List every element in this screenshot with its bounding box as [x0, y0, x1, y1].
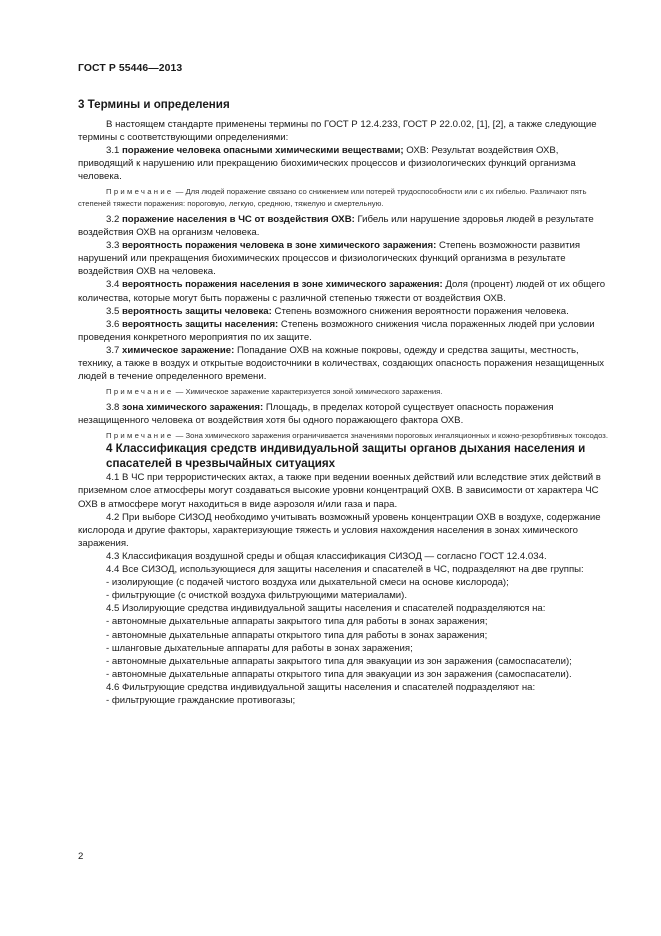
note-3 [78, 430, 614, 442]
term-definition: Степень возможного снижения числа пораженных людей при условии проведения конкретного мероприятия по их защите. [78, 318, 595, 343]
term-definition: Площадь, в пределах которой существует опасность поражения незащищенного человека от воздействия хотя бы одного поражающего фактора ОХВ. [78, 402, 554, 427]
term-number: 3.3 [106, 240, 120, 252]
note-text: — Для людей поражение связано со снижением или потерей трудоспособности или с их гибелью. Различают пять степеней тяжести поражения: пороговую, легкую, среднюю, тяжелую и смертельную. [78, 186, 587, 208]
section-3-title: 3 Термины и определения [78, 98, 230, 111]
note-label: Примечание [106, 387, 174, 397]
term-3-3 [78, 239, 614, 278]
term-3-7 [78, 344, 614, 383]
paragraph-4-1: 4.1 В ЧС при террористических актах, а также при ведении военных действий или вследствие этих действий в приземном слое атмосферы могут создаваться высокие уровни концентраций ОХВ. В зависимости от характера ЧС ОХВ в атмосфере могут находиться в виде аэрозоля и/или газа и пара. [78, 472, 601, 510]
term-3-4 [78, 278, 614, 304]
list-item: - шланговые дыхательные аппараты для работы в зонах заражения; [106, 642, 413, 654]
list-item: - автономные дыхательные аппараты закрытого типа для работы в зонах заражения; [106, 616, 488, 628]
page-number: 2 [78, 851, 84, 862]
list-item: - изолирующие (с подачей чистого воздуха или дыхательной смеси на основе кислорода); [106, 577, 509, 589]
section-3-intro: В настоящем стандарте применены термины по ГОСТ Р 12.4.233, ГОСТ Р 22.0.02, [1], [2], а также следующие термины с соответствующими определениями: [78, 118, 597, 143]
paragraph-4-4: 4.4 Все СИЗОД, использующиеся для защиты населения и спасателей в ЧС, подразделяют на две группы: [106, 564, 584, 576]
term-name: вероятность поражения человека в зоне химического заражения: [122, 240, 437, 252]
list-item: - фильтрующие (с очисткой воздуха фильтрующими материалами). [106, 590, 408, 602]
list-item: - фильтрующие гражданские противогазы; [106, 694, 296, 706]
paragraph-4-3: 4.3 Классификация воздушной среды и общая классификация СИЗОД — согласно ГОСТ 12.4.034. [106, 550, 547, 562]
term-3-5 [78, 305, 614, 318]
term-name: вероятность защиты человека: [122, 305, 272, 317]
note-text: — Химическое заражение характеризуется зоной химического заражения. [173, 387, 443, 397]
term-number: 3.5 [106, 305, 120, 317]
term-name: поражение населения в ЧС от воздействия ОХВ: [122, 213, 355, 225]
term-3-6 [78, 318, 614, 344]
list-item: - автономные дыхательные аппараты закрытого типа для эвакуации из зон заражения (самоспасатели); [106, 655, 572, 667]
term-definition: Степень возможного снижения вероятности поражения человека. [271, 305, 569, 317]
note-2 [78, 386, 614, 398]
term-number: 3.1 [106, 144, 120, 156]
note-1 [78, 186, 614, 210]
document-body [78, 98, 614, 707]
term-definition: Гибель или нарушение здоровья людей в результате воздействия ОХВ на организм человека. [78, 213, 594, 239]
paragraph-4-6: 4.6 Фильтрующие средства индивидуальной защиты населения и спасателей подразделяют на: [106, 681, 536, 693]
term-3-8 [78, 401, 614, 427]
term-definition: Степень возможности развития нарушений или прекращения биохимических процессов и физиологических функций организма в результате воздействия ОХВ на человека. [78, 240, 581, 278]
term-name: химическое заражение: [122, 344, 235, 356]
term-number: 3.4 [106, 279, 120, 291]
note-label: Примечание [106, 186, 174, 196]
term-name: зона химического заражения: [122, 402, 264, 414]
term-number: 3.6 [106, 318, 120, 330]
term-name: поражение человека опасными химическими веществами; [122, 144, 404, 156]
list-item: - автономные дыхательные аппараты открытого типа для работы в зонах заражения; [106, 629, 488, 641]
term-name: вероятность поражения населения в зоне химического заражения: [122, 279, 443, 291]
paragraph-4-5: 4.5 Изолирующие средства индивидуальной защиты населения и спасателей подразделяются на: [106, 603, 546, 615]
paragraph-4-2: 4.2 При выборе СИЗОД необходимо учитывать возможный уровень концентрации ОХВ в воздухе, содержание кислорода и другие факторы, характеризующие тяжесть и условия нахождения населения в зонах химического заражения. [78, 511, 601, 549]
section-4-title: 4 Классификация средств индивидуальной защиты органов дыхания населения и спасателей в чрезвычайных ситуациях [106, 442, 586, 470]
term-3-1 [78, 144, 614, 183]
term-number: 3.7 [106, 344, 120, 356]
term-3-2 [78, 213, 614, 239]
term-number: 3.2 [106, 213, 120, 225]
list-item: - автономные дыхательные аппараты открытого типа для эвакуации из зон заражения (самоспасатели). [106, 668, 572, 680]
term-name: вероятность защиты населения: [122, 318, 279, 330]
term-number: 3.8 [106, 402, 120, 414]
note-text: — Зона химического заражения ограничивается значениями пороговых ингаляционных и кожно-резорбтивных токсодоз. [173, 431, 608, 441]
term-definition: Попадание ОХВ на кожные покровы, одежду и средства защиты, местность, технику, а также в воздух и открытые водоисточники в количествах, создающих опасность поражения незащищенных людей в течение определенного времени. [78, 344, 605, 383]
note-label: Примечание [106, 431, 174, 441]
document-id-header: ГОСТ Р 55446—2013 [78, 63, 183, 74]
term-definition: Доля (процент) людей от их общего количества, которые могут быть поражены с различной степенью тяжести от воздействия ОХВ. [78, 279, 606, 304]
term-definition: ОХВ: Результат воздействия ОХВ, приводящий к нарушению или прекращению биохимических процессов и физиологических функций организма человека. [78, 144, 576, 182]
